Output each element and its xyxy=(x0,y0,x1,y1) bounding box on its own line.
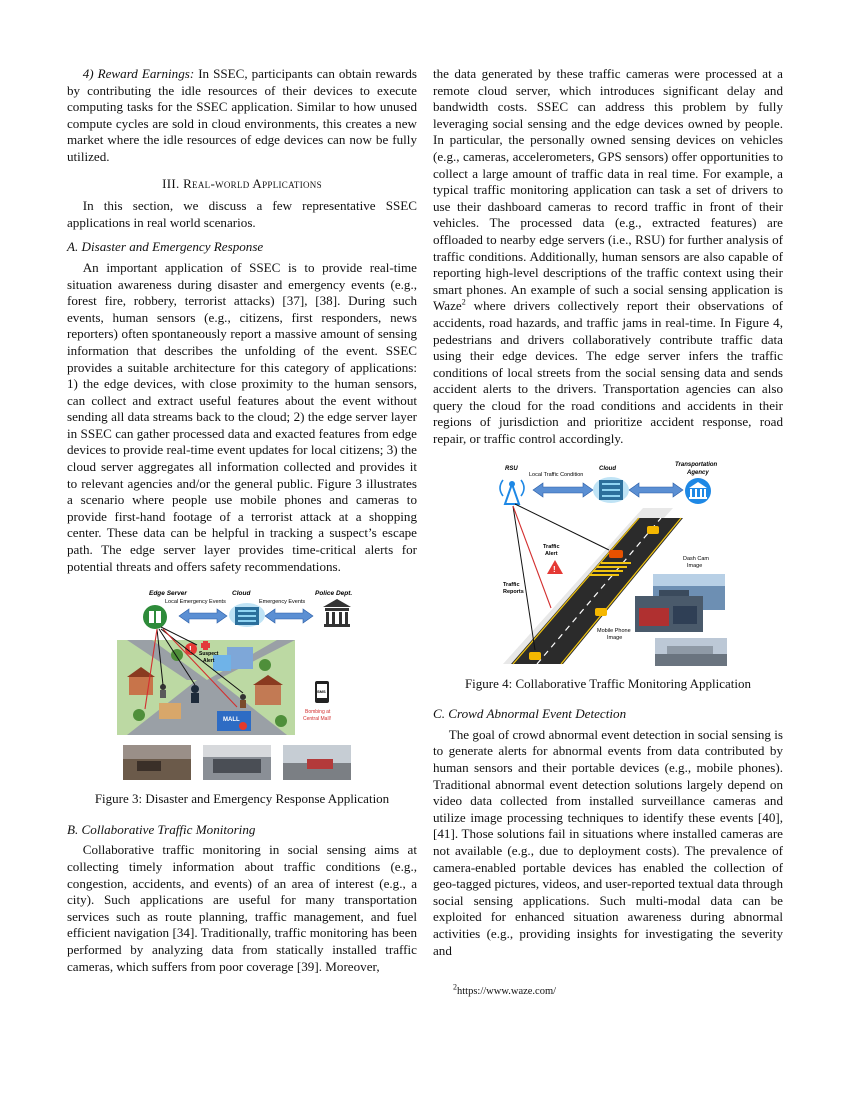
warning-icon xyxy=(547,560,563,574)
right-column xyxy=(433,66,783,959)
section-heading xyxy=(67,176,417,193)
fig4-dash-cam-label-1: Dash Cam xyxy=(683,555,709,562)
fig4-traffic-reports-label-2: Reports xyxy=(503,588,524,595)
fig3-local-events-label: Local Emergency Events xyxy=(165,599,226,606)
person-icon xyxy=(240,694,246,708)
car-icon xyxy=(647,526,659,534)
figure-3 xyxy=(67,585,417,783)
double-arrow-icon xyxy=(179,609,227,623)
subsection-b-heading: B. Collaborative Traffic Monitoring xyxy=(67,821,256,837)
section-title: Real-world Applications xyxy=(183,175,322,191)
reward-paragraph xyxy=(67,66,417,166)
fig4-mobile-label-2: Image xyxy=(607,634,623,641)
reward-text: In SSEC, participants can obtain rewards by contributing the idle resources of their devices to execute computing tasks for the SSEC application. Similar to how unused compute cycles are sold in cloud environments, this creates a new market where the idle resources of edge devices can now be fully utilized. xyxy=(67,66,418,164)
phone-icon xyxy=(315,681,329,703)
fig4-dash-cam-label-2: Image xyxy=(687,562,703,569)
fig4-traffic-alert-label-1: Traffic xyxy=(543,543,560,550)
fig3-suspect-label-2: Alert xyxy=(203,658,215,665)
fig3-mall-label: MALL xyxy=(223,717,240,724)
photo-thumbnail xyxy=(123,745,191,780)
person-icon xyxy=(160,684,166,698)
photo-thumbnail xyxy=(203,745,271,780)
cloud-server-icon xyxy=(593,477,629,503)
subsection-b-continued-text-1: the data generated by these traffic cameras were processed at a remote cloud server, which introduces significant delay and bandwidth costs. SSEC can address this problem by fully leveraging social sensing and the edge devices owned by people. In particular, the personally owned sensing devices on vehicles (e.g., cameras, accelerometers, GPS sensors) offer opportunities to collect a large amount of traffic data in real time. For example, a typical traffic monitoring application can task a set of drivers to use their dashboard cameras to record traffic in front of their vehicles. The processed data (e.g., extracted features) are offloaded to nearby edge servers (i.e., RSU) for further analysis of traffic conditions. Additionally, human sensors are also capable of reporting high-level descriptions of the traffic context using their smart phones. An example of such a social sensing application is Waze xyxy=(433,66,783,314)
fig4-local-traffic-label: Local Traffic Condition xyxy=(529,471,584,478)
car-icon xyxy=(595,608,607,616)
footnote-mark: 2 xyxy=(453,982,457,992)
figure-4-illustration xyxy=(433,458,783,668)
double-arrow-icon xyxy=(629,483,683,497)
rsu-tower-icon xyxy=(500,480,524,504)
police-building-icon xyxy=(323,599,351,627)
cloud-server-icon xyxy=(229,603,265,627)
subsection-a-heading: A. Disaster and Emergency Response xyxy=(67,239,264,255)
fig3-sms-label: SMS xyxy=(317,689,326,695)
fig4-agency-label-1: Transportation xyxy=(675,461,718,468)
fig3-cloud-label: Cloud xyxy=(232,590,251,598)
reward-heading: 4) Reward Earnings: xyxy=(82,66,195,81)
fig4-rsu-label: RSU xyxy=(505,465,518,472)
figure-4-caption: Figure 4: Collaborative Traffic Monitoring Application xyxy=(464,675,752,691)
fig3-police-label: Police Dept. xyxy=(315,590,353,598)
fig3-emergency-events-label: Emergency Events xyxy=(259,599,306,606)
figure-4 xyxy=(433,458,783,668)
fig4-traffic-reports-label-1: Traffic xyxy=(503,581,520,588)
car-icon xyxy=(609,550,623,558)
section-intro: In this section, we discuss a few representative SSEC applications in real world scenarios. xyxy=(67,198,417,230)
footnote-reference: 2 xyxy=(461,297,466,307)
fig3-bombing-label-1: Bombing at xyxy=(305,709,331,716)
person-icon xyxy=(191,685,199,703)
footnote xyxy=(453,982,557,997)
edge-server-icon xyxy=(143,605,167,629)
figure-3-caption: Figure 3: Disaster and Emergency Response Application xyxy=(94,791,390,807)
subsection-b-paragraph: Collaborative traffic monitoring in social sensing aims at collecting timely information about traffic conditions (e.g., congestion, accidents, and events) of an area of interest (e.g., a city). Such applications are useful for many transportation services such as route planning, traffic management, and fuel efficient navigation [34]. Traditionally, traffic monitoring has been performed by analyzing data from statically installed traffic cameras, which suffers from poor coverage [39]. Moreover, xyxy=(67,842,417,974)
fig3-bombing-label-2: Central Mall! xyxy=(303,716,332,723)
fig3-suspect-label-1: Suspect xyxy=(199,651,219,658)
fig3-edge-server-label: Edge Server xyxy=(149,590,187,598)
double-arrow-icon xyxy=(533,483,593,497)
subsection-b-continued-text-2: where drivers collectively report their observations of accidents, road hazards, and traffic jams in real-time. In Figure 4, pedestrians and drivers collaboratively contribute traffic data using their edge devices. The edge server infers the traffic conditions of local streets from the social sensing data and sends accident alerts to the drivers. Transportation agencies can also query the cloud for the road conditions and accidents in their regions of jurisdiction and prioritize accident response, road repair, or traffic control accordingly. xyxy=(433,298,783,447)
subsection-c-paragraph: The goal of crowd abnormal event detection in social sensing is to generate alerts for abnormal events from data contributed by human sensors and their portable devices (e.g., mobile phones). Traditional abnormal event detection solutions largely depend on video data collected from installed surveillance cameras and utilize image processing techniques to identify these events [40], [41]. Those solutions fail in situations where installed cameras are not available (e.g., due to deployment costs). The prevalence of camera-enabled portable devices has enabled the collection of geo-tagged pictures, videos, and user-reported textual data through social sensing applications. Such multi-modal data can be exploited for enhanced situation awareness during abnormal activities (e.g., providing insights for investigating the severity and xyxy=(433,726,783,958)
mall-building-icon xyxy=(217,711,251,731)
photo-thumbnail xyxy=(283,745,351,780)
subsection-c-heading: C. Crowd Abnormal Event Detection xyxy=(433,706,627,722)
car-icon xyxy=(529,652,541,660)
svg-text:!: ! xyxy=(189,645,192,655)
subsection-a-paragraph: An important application of SSEC is to provide real-time situation awareness during disaster and emergency events (e.g., forest fire, robbery, terrorist attacks) [37], [38]. During such events, human sensors (e.g., citizens, first responders, news reporters) often spontaneously report a massive amount of sensing information that describes the unfolding of the event. SSEC provides a suitable architecture for this category of applications: 1) the edge devices, with close proximity to the human sensors, can collect and extract useful features about the event without sending all data streams back to the cloud; 2) the edge server layer in SSEC can gather processed data and exacted features from edge devices to provide real-time event updates for local citizens; 3) the cloud server aggregates all information collected and provides it to relevant agencies and/or the general public. Figure 3 illustrates a scenario where people use mobile phones and cameras to provide first-hand footage of a terrorist attack at a shopping center. These data can be helpful in tracking a suspect’s escape path. The edge server layer provides time-critical alerts for potential threats and offers safety recommendations. xyxy=(67,259,417,574)
section-number: III. xyxy=(162,175,180,191)
accident-photo xyxy=(635,596,703,632)
fig4-cloud-label: Cloud xyxy=(599,465,616,472)
svg-text:!: ! xyxy=(553,564,556,574)
footnote-url[interactable]: https://www.waze.com/ xyxy=(457,986,557,997)
fig4-agency-label-2: Agency xyxy=(687,469,709,476)
agency-building-icon xyxy=(685,478,711,504)
fig4-traffic-alert-label-2: Alert xyxy=(545,550,558,557)
double-arrow-icon xyxy=(265,609,313,623)
figure-3-illustration xyxy=(67,585,417,783)
mobile-phone-photo xyxy=(655,638,727,666)
left-column xyxy=(67,66,417,975)
fig4-mobile-label-1: Mobile Phone xyxy=(597,627,631,634)
subsection-b-continued xyxy=(433,66,783,448)
